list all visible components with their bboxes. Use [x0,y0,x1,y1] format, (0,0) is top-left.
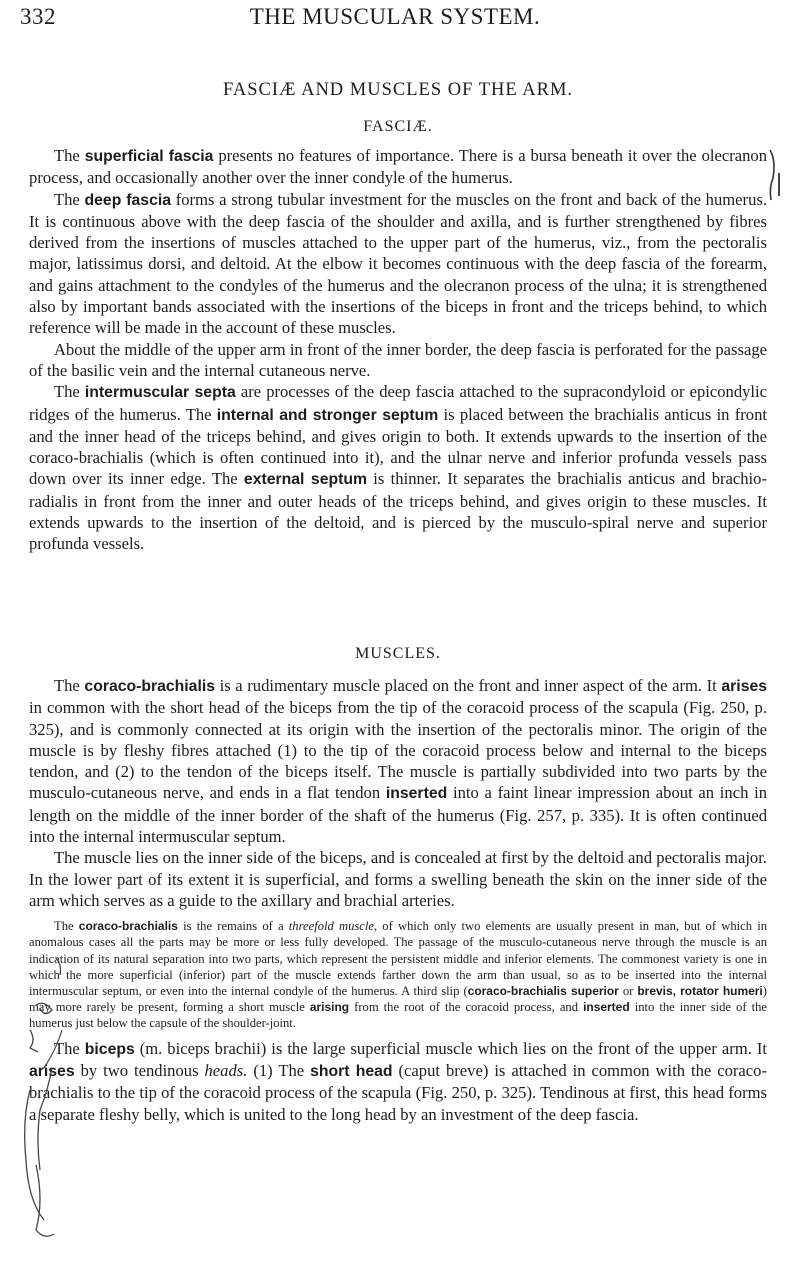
term-intermuscular-septa: intermuscular septa [84,384,236,402]
term-coraco-brachialis: coraco-brachialis [84,678,215,695]
paragraph-deep-fascia: The deep fascia forms a strong tubular investment for the muscles on the front and back of the humerus. It is continuous above with the deep fascia of the shoulder and axilla, and is further strengthened by fibres derived from the insertions of muscles attached to the upper part of the humerus, viz., from the pectoralis major, latissimus dorsi, and deltoid. At the elbow it becomes continuous with the deep fascia of the forearm, and gains attachment to the condyles of the humerus and the olecranon process of the ulna; it is strengthened also by important bands associated with the insertions of the biceps in front and the triceps behind, to which reference will be made in the account of these muscles. [29,189,767,338]
fasciae-heading: FASCIÆ. [363,118,433,135]
term-arising: arising [309,1000,350,1015]
paragraph-intermuscular-septa: The intermuscular septa are processes of the deep fascia attached to the supracondyloid or epicondylic ridges of the humerus. The internal and stronger septum is placed between the brachialis anticus in front and the inner head of the triceps behind, and gives origin to both. It extends upwards to the insertion of the coraco-brachialis (which is often continued into it), and the ulnar nerve and inferior profunda vessels pass down over its inner edge. The external septum is thinner. It separates the brachialis anticus and brachio-radialis in front from the inner and outer heads of the triceps behind, and gives origin to these muscles. It extends upwards to the insertion of the deltoid, and is pierced by the musculo-spiral nerve and superior profunda vessels. [29,382,768,554]
muscles-heading: MUSCLES. [355,645,441,662]
term-coraco-brachialis-small: coraco-brachialis [78,919,178,934]
term-threefold-muscle: threefold muscle, [288,919,378,934]
section-heading: FASCIÆ AND MUSCLES OF THE ARM. [222,80,574,100]
term-inserted-small: inserted [583,1000,630,1015]
term-short-head: short head [310,1062,393,1080]
paragraph-perforation: About the middle of the upper arm in front of the inner border, the deep fascia is perforated for the passage of the basilic vein and the internal cutaneous nerve. [29,339,767,380]
term-external-septum: external septum [243,471,367,489]
term-biceps: biceps [84,1040,135,1058]
running-title: THE MUSCULAR SYSTEM. [249,4,541,29]
paragraph-superficial-fascia: The superficial fascia presents no features of importance. There is a bursa beneath it over the olecranon process, and occasionally another over the inner condyle of the humerus. [29,146,767,188]
term-arises: arises [721,678,767,695]
term-coraco-brachialis-superior: coraco-brachialis superior [467,984,619,999]
term-internal-septum: internal and stronger septum [216,406,439,424]
paragraph-coraco-brachialis: The coraco-brachialis is a rudimentary muscle placed on the front and inner aspect of the arm. It arises in common with the short head of the biceps from the tip of the coracoid process of the scapula (Fig. 250, p. 325), and is commonly connected at its origin with the insertion of the pectoralis minor. The origin of the muscle is by fleshy fibres attached (1) to the tip of the coracoid process below and internal to the biceps tendon, and (2) to the tendon of the biceps itself. The muscle is partially subdivided into two parts by the musculo-cutaneous nerve, and ends in a flat tendon inserted into a faint linear impression about an inch in length on the middle of the inner border of the shaft of the humerus (Fig. 257, p. 335). It is often continued into the internal intermuscular septum. [29,676,768,847]
term-brevis-rotator: brevis, rotator humeri [637,984,763,999]
small-print-note: The coraco-brachialis is the remains of a threefold muscle, of which only two elements are usually present in man, but of which in anomalous cases all the parts may be more or less fully developed. The passage of the musculo-cutaneous nerve through the muscle is an indication of its natural separation into two parts, which represent the persistent middle and inferior elements. The commonest variety is one in which the more superficial (inferior) part of the muscle extends farther down the arm than usual, so as to be inserted into the internal intermuscular septum, or even into the internal condyle of the humerus. A third slip (coraco-brachialis superior or brevis, rotator humeri) may more rarely be present, forming a short muscle arising from the root of the coracoid process, and inserted into the inner side of the humerus just below the capsule of the shoulder-joint. [29,919,767,1031]
term-heads: heads. [204,1060,248,1080]
fasciae-section [29,145,767,555]
term-deep-fascia: deep fascia [84,191,171,209]
term-arises-biceps: arises [29,1062,75,1080]
right-margin-bracket [770,150,774,200]
term-superficial-fascia: superficial fascia [84,148,214,165]
term-inserted: inserted [385,785,448,803]
paragraph-muscle-position: The muscle lies on the inner side of the biceps, and is concealed at first by the deltoid and pectoralis major. In the lower part of its extent it is superficial, and forms a swelling beneath the skin on the inner side of the arm which serves as a guide to the axillary and brachial arteries. [29,848,767,910]
page-number: 332 [20,4,56,29]
text-column [29,0,767,1276]
muscles-section [29,675,767,1125]
paragraph-biceps: The biceps (m. biceps brachii) is the large superficial muscle which lies on the front of the upper arm. It arises by two tendinous heads. (1) The short head (caput breve) is attached in common with the coraco-brachialis to the tip of the coracoid process of the scapula (Fig. 250, p. 325). Tendinous at first, this head forms a separate fleshy belly, which is united to the long head by an investment of the deep fascia. [29,1038,768,1124]
